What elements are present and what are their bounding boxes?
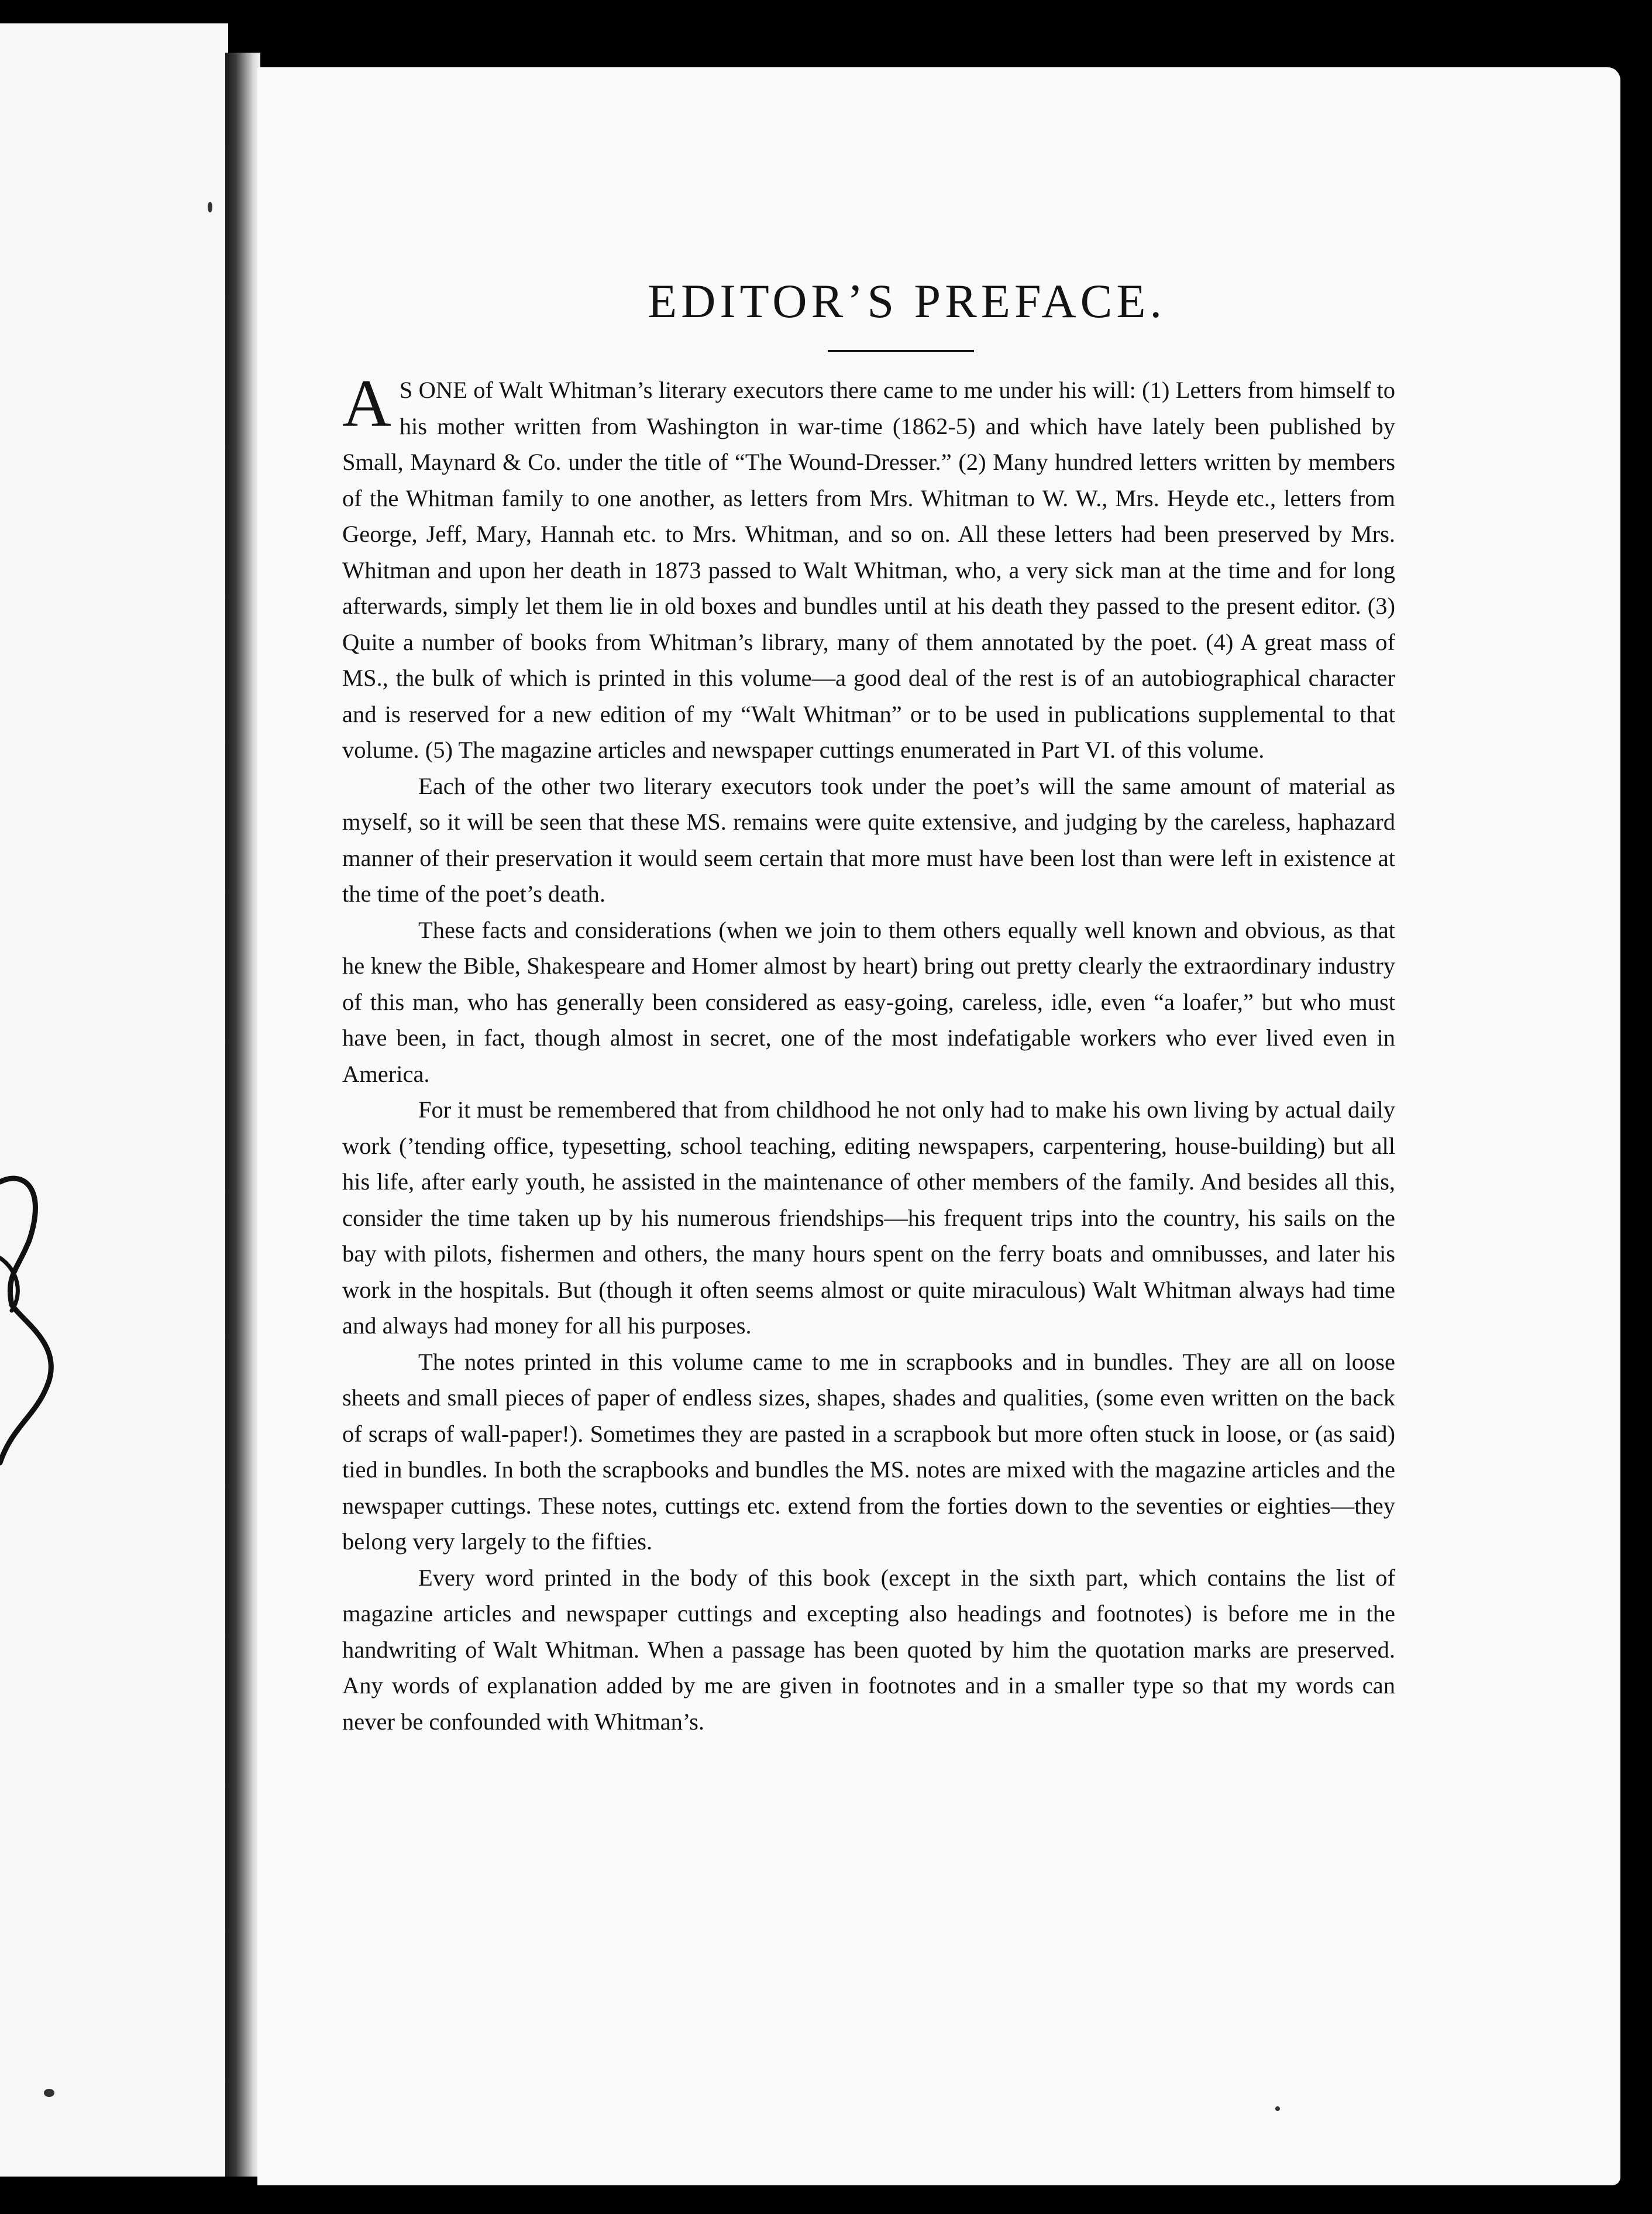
- paragraph-3: These facts and considerations (when we join to them others equally well known and obvious, as that he knew the Bible, Shakespeare and Homer almost by heart) bring out pretty clearly the extraordinary industry of this man, who has generally been considered as easy-going, careless, idle, even “a loafer,” but who must have been, in fact, though almost in secret, one of the most indefatigable workers who ever lived even in America.: [342, 916, 1395, 1087]
- paragraph-1: [342, 366, 1395, 768]
- drop-cap: A: [342, 366, 391, 442]
- paragraph-6: Every word printed in the body of this book (except in the sixth part, which contains the list of magazine articles and newspaper cuttings and excepting also headings and footnotes) is before me in the handwriting of Walt Whitman. When a passage has been quoted by him the quotation marks are preserved. Any words of explanation added by me are given in footnotes and in a smaller type so that my words can never be confounded with Whitman’s.: [342, 1564, 1395, 1735]
- title-rule: [828, 350, 974, 352]
- speck: [1275, 2106, 1280, 2111]
- paragraph-1-text: S ONE of Walt Whitman’s literary executors there came to me under his will: (1) Letters from himself to his mother written from Washington in war-time (1862-5) and which have lately been published by Small, Maynard & Co. under the title of “The Wound-Dresser.” (2) Many hundred letters written by members of the Whitman family to one another, as letters from Mrs. Whitman to W. W., Mrs. Heyde etc., letters from George, Jeff, Mary, Hannah etc. to Mrs. Whitman, and so on. All these letters had been preserved by Mrs. Whitman and upon her death in 1873 passed to Walt Whitman, who, a very sick man at the time and for long afterwards, simply let them lie in old boxes and bundles until at his death they passed to the present editor. (3) Quite a number of books from Whitman’s library, many of them annotated by the poet. (4) A great mass of MS., the bulk of which is printed in this volume—a good deal of the rest is of an autobiographical character and is reserved for a new edition of my “Walt Whitman” or to be used in publications supplemental to that volume. (5) The magazine articles and newspaper cuttings enumerated in Part VI. of this volume.: [342, 377, 1395, 764]
- left-page: [0, 23, 228, 2177]
- speck: [44, 2089, 54, 2097]
- speck: [208, 202, 212, 212]
- paragraph-2: Each of the other two literary executors took under the poet’s will the same amount of material as myself, so it will be seen that these MS. remains were quite extensive, and judging by the careless, haphazard manner of their preservation it would seem certain that more must have been lost than were left in existence at the time of the poet’s death.: [342, 772, 1395, 907]
- paragraph-5: The notes printed in this volume came to me in scrapbooks and in bundles. They are all on loose sheets and small pieces of paper of endless sizes, shapes, shades and qualities, (some even written on the back of scraps of wall-paper!). Sometimes they are pasted in a scrapbook but more often stuck in loose, or (as said) tied in bundles. In both the scrapbooks and bundles the MS. notes are mixed with the magazine articles and the newspaper cuttings. These notes, cuttings etc. extend from the forties down to the seventies or eighties—they belong very largely to the fifties.: [342, 1348, 1395, 1555]
- paragraph-4: For it must be remembered that from childhood he not only had to make his own living by actual daily work (’tending office, typesetting, school teaching, editing newspapers, carpentering, house-building) but all his life, after early youth, he assisted in the maintenance of other members of the family. And besides all this, consider the time taken up by his numerous friendships—his frequent trips into the country, his sails on the bay with pilots, fishermen and others, the many hours spent on the ferry boats and omnibusses, and later his work in the hospitals. But (though it often seems almost or quite miraculous) Walt Whitman always had time and always had money for all his purposes.: [342, 1096, 1395, 1339]
- book-gutter: [225, 53, 260, 2177]
- ornament-flourish: [0, 1170, 76, 1474]
- preface-text-block: [342, 275, 1395, 1739]
- preface-body: [342, 366, 1395, 1739]
- page-title: EDITOR’S PREFACE.: [648, 274, 1166, 328]
